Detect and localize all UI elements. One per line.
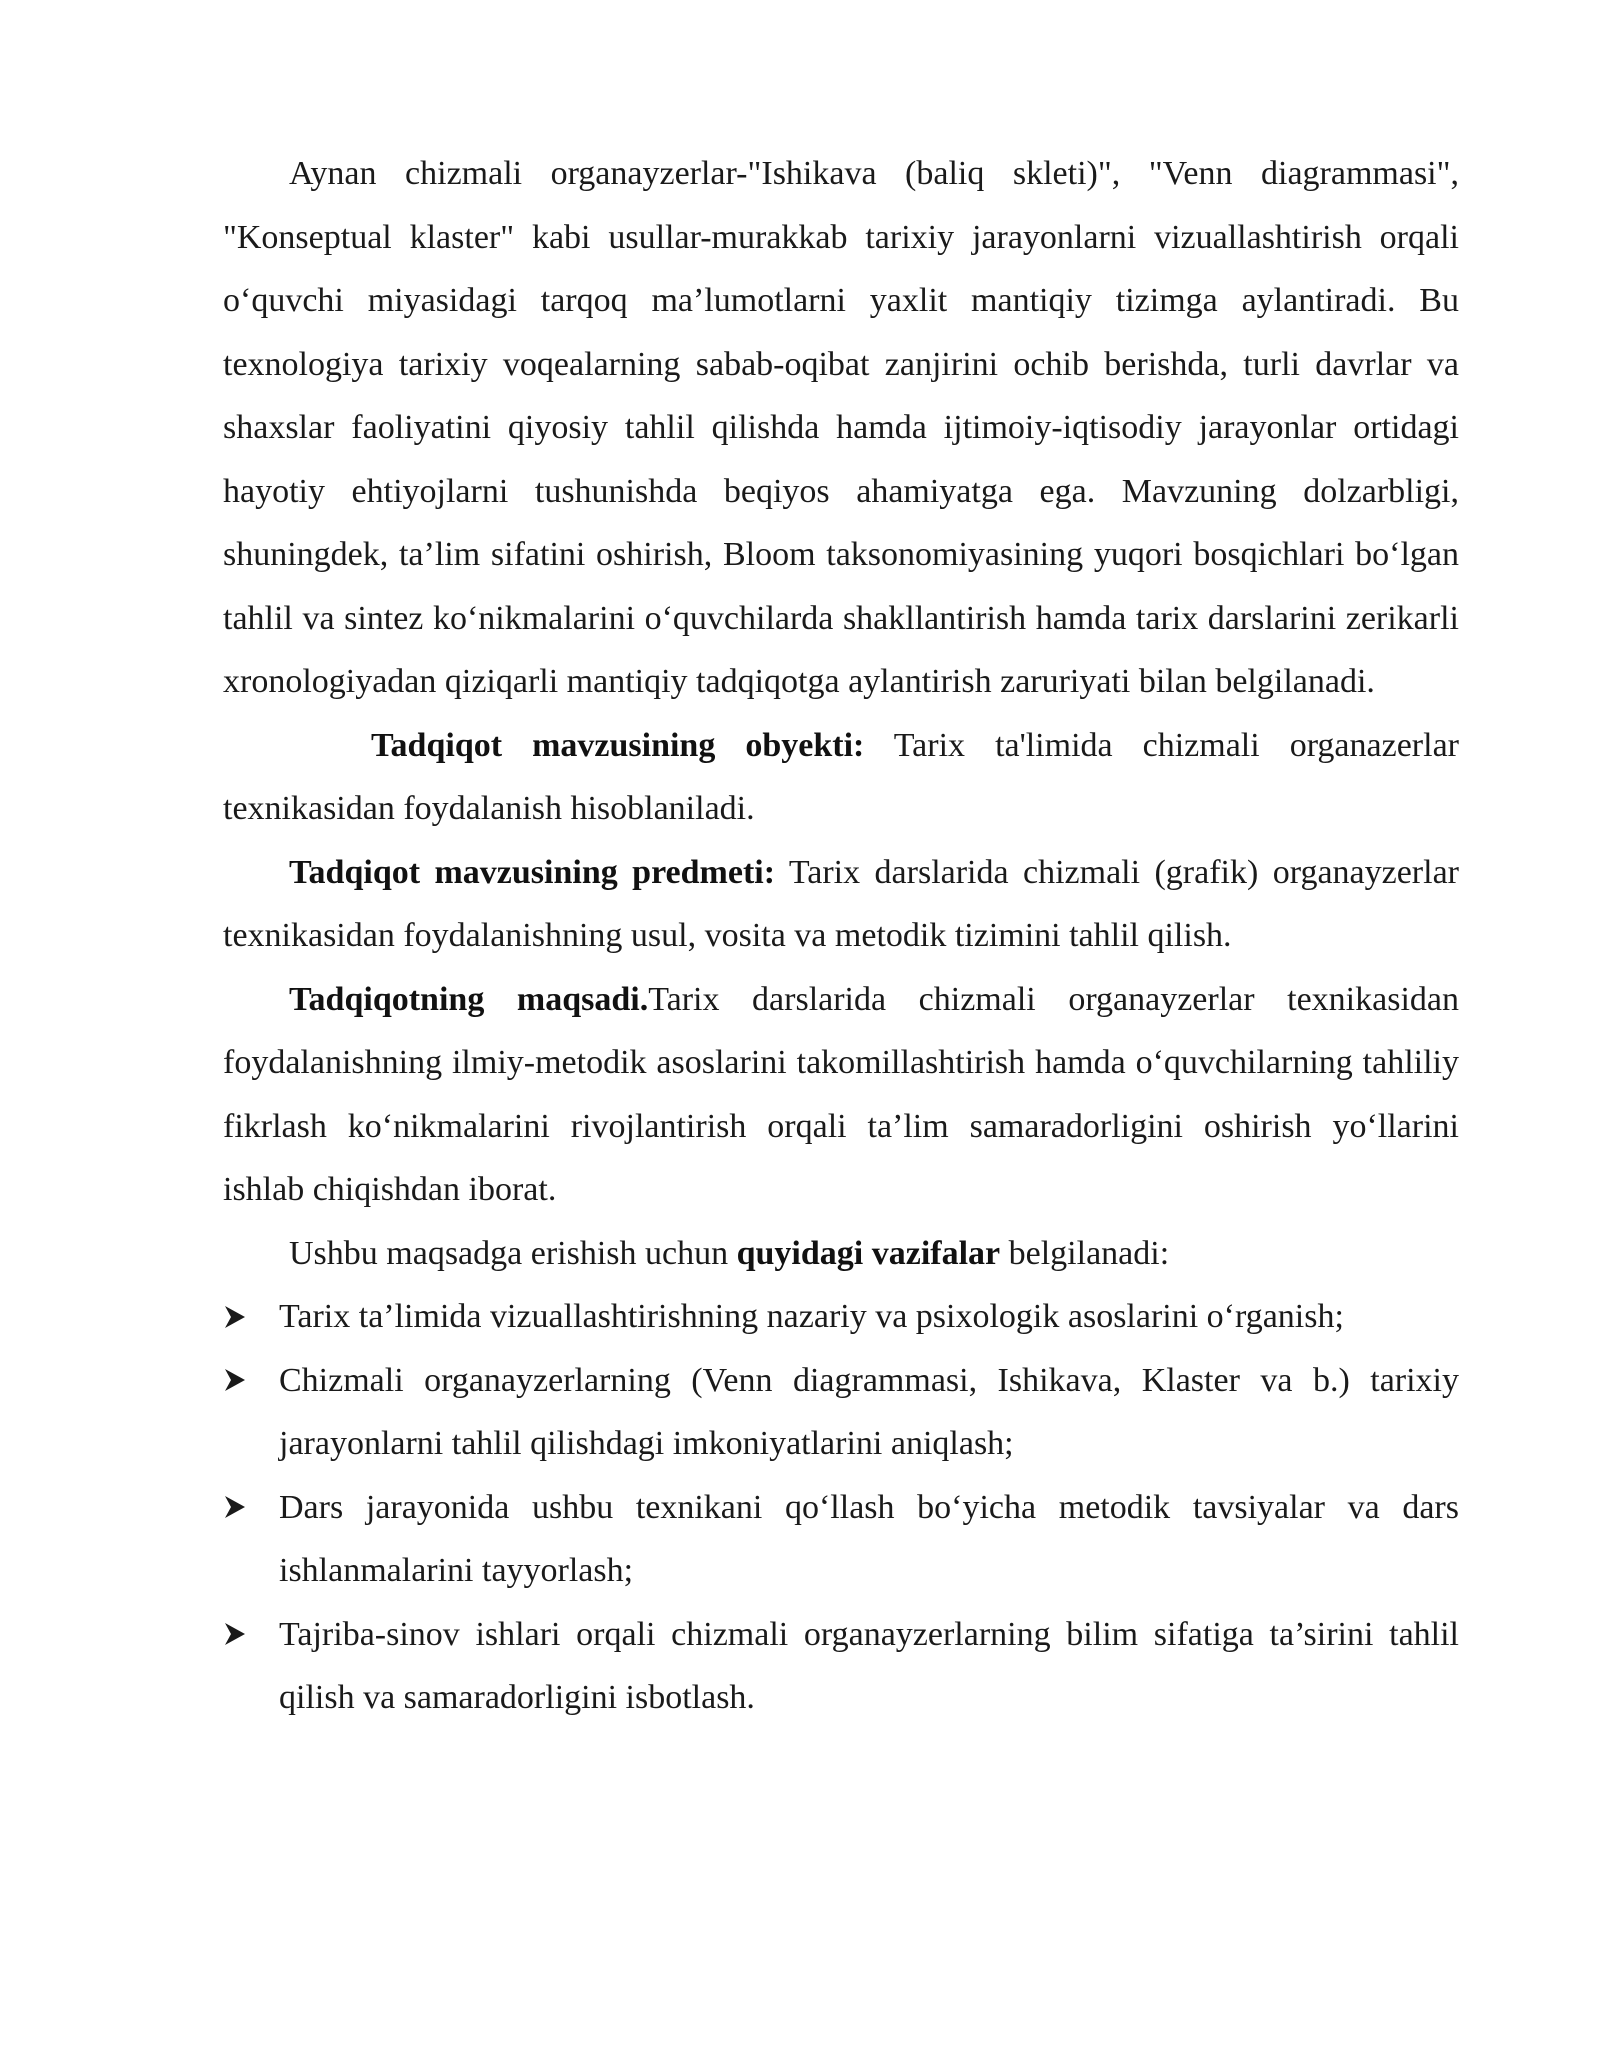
- tasks-intro-bold: quyidagi vazifalar: [736, 1234, 1001, 1272]
- research-object-label: Tadqiqot mavzusining obyekti:: [371, 726, 865, 764]
- research-subject-label: Tadqiqot mavzusining predmeti:: [289, 853, 776, 891]
- list-item: [223, 1476, 1459, 1603]
- arrowhead-bullet-icon: [223, 1349, 253, 1413]
- arrowhead-bullet-icon: [223, 1603, 253, 1667]
- task-text: Tajriba-sinov ishlari orqali chizmali organayzerlarning bilim sifatiga ta’sirini tahlil qilish va samaradorligini isbotlash.: [279, 1615, 1459, 1716]
- tasks-intro-paragraph: [223, 1222, 1459, 1286]
- research-goal-text: Tarix darslarida chizmali organayzerlar texnikasidan foydalanishning ilmiy-metodik asoslarini takomillashtirish hamda o‘quvchilarning tahliliy fikrlash ko‘nikmalarini rivojlantirish orqali ta’lim samaradorligini oshirish yo‘llarini ishlab chiqishdan iborat.: [223, 980, 1459, 1208]
- tasks-list: [223, 1285, 1459, 1730]
- task-text: Chizmali organayzerlarning (Venn diagrammasi, Ishikava, Klaster va b.) tarixiy jarayonlarni tahlil qilishdagi imkoniyatlarini aniqlash;: [279, 1361, 1459, 1462]
- list-item: [223, 1349, 1459, 1476]
- research-subject-text: Tarix darslarida chizmali (grafik) organayzerlar texnikasidan foydalanishning usul, vosita va metodik tizimini tahlil qilish.: [223, 853, 1459, 954]
- arrowhead-bullet-icon: [223, 1285, 253, 1349]
- arrowhead-bullet-icon: [223, 1476, 253, 1540]
- research-object-text: Tarix ta'limida chizmali organazerlar texnikasidan foydalanish hisoblaniladi.: [223, 726, 1459, 827]
- task-text: Tarix ta’limida vizuallashtirishning nazariy va psixologik asoslarini o‘rganish;: [279, 1298, 1344, 1335]
- list-item: [223, 1603, 1459, 1730]
- research-goal-paragraph: [223, 968, 1459, 1222]
- tasks-intro-before: Ushbu maqsadga erishish uchun: [289, 1234, 737, 1272]
- tasks-intro-after: belgilanadi:: [1000, 1234, 1170, 1272]
- document-page: [223, 142, 1459, 1730]
- research-goal-label: Tadqiqotning maqsadi.: [289, 980, 649, 1018]
- list-item: [223, 1285, 1459, 1349]
- task-text: Dars jarayonida ushbu texnikani qo‘llash bo‘yicha metodik tavsiyalar va dars ishlanmalarini tayyorlash;: [279, 1488, 1459, 1589]
- intro-paragraph: Aynan chizmali organayzerlar-"Ishikava (baliq skleti)", "Venn diagrammasi", "Konseptual klaster" kabi usullar-murakkab tarixiy jarayonlarni vizuallashtirish orqali o‘quvchi miyasidagi tarqoq ma’lumotlarni yaxlit mantiqiy tizimga aylantiradi. Bu texnologiya tarixiy voqealarning sabab-oqibat zanjirini ochib berishda, turli davrlar va shaxslar faoliyatini qiyosiy tahlil qilishda hamda ijtimoiy-iqtisodiy jarayonlar ortidagi hayotiy ehtiyojlarni tushunishda beqiyos ahamiyatga ega. Mavzuning dolzarbligi, shuningdek, ta’lim sifatini oshirish, Bloom taksonomiyasining yuqori bosqichlari bo‘lgan tahlil va sintez ko‘nikmalarini o‘quvchilarda shakllantirish hamda tarix darslarini zerikarli xronologiyadan qiziqarli mantiqiy tadqiqotga aylantirish zaruriyati bilan belgilanadi.: [223, 155, 1459, 700]
- research-object-paragraph: [223, 714, 1459, 841]
- research-subject-paragraph: [223, 841, 1459, 968]
